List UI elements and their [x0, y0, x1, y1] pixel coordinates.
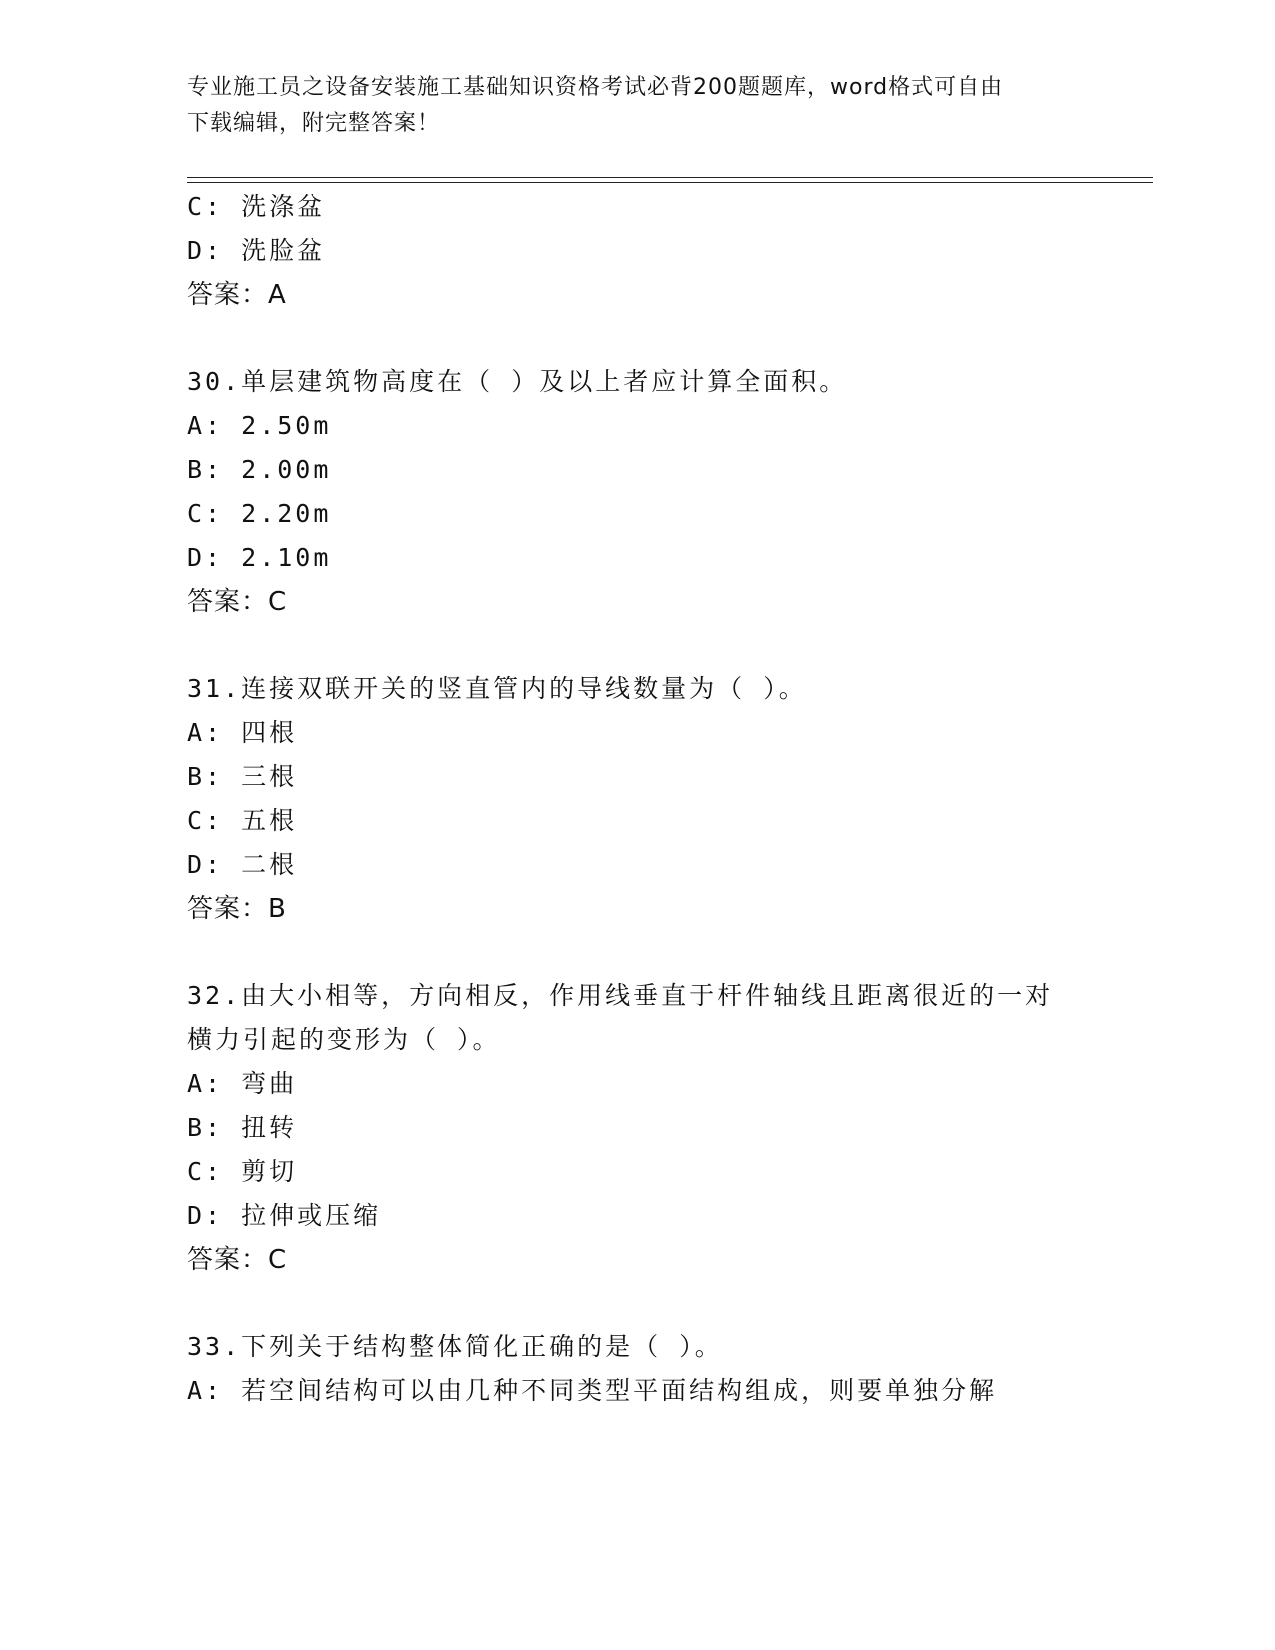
question-33-option-a: A: 若空间结构可以由几种不同类型平面结构组成，则要单独分解	[187, 1376, 998, 1405]
question-31-option-b: B: 三根	[187, 762, 298, 791]
prev-option-d: D: 洗脸盆	[187, 236, 326, 265]
question-32-answer: 答案：C	[187, 1245, 288, 1275]
question-32-option-c: C: 剪切	[187, 1157, 298, 1186]
question-30-option-c: C: 2.20m	[187, 499, 332, 528]
question-32-stem-line-1: 32.由大小相等，方向相反，作用线垂直于杆件轴线且距离很近的一对	[187, 981, 1054, 1010]
question-32-option-b: B: 扭转	[187, 1113, 298, 1142]
question-30-option-a: A: 2.50m	[187, 411, 332, 440]
question-31-option-c: C: 五根	[187, 806, 298, 835]
question-32-option-d: D: 拉伸或压缩	[187, 1201, 382, 1230]
prev-answer: 答案：A	[187, 280, 287, 310]
question-33-stem: 33.下列关于结构整体简化正确的是（ ）。	[187, 1332, 723, 1361]
question-31-answer: 答案：B	[187, 894, 287, 924]
header-divider-top	[187, 177, 1153, 178]
header-line-1: 专业施工员之设备安装施工基础知识资格考试必背200题题库，word格式可自由	[187, 75, 1004, 100]
question-31-option-a: A: 四根	[187, 718, 298, 747]
prev-option-c: C: 洗涤盆	[187, 192, 326, 221]
question-31-stem: 31.连接双联开关的竖直管内的导线数量为（ ）。	[187, 674, 807, 703]
question-32-option-a: A: 弯曲	[187, 1069, 298, 1098]
header-line-2: 下载编辑，附完整答案！	[187, 111, 441, 136]
header-divider-bottom	[187, 182, 1153, 183]
question-30-stem: 30.单层建筑物高度在（ ）及以上者应计算全面积。	[187, 367, 848, 396]
question-30-option-b: B: 2.00m	[187, 455, 332, 484]
question-31-option-d: D: 二根	[187, 850, 298, 879]
question-30-option-d: D: 2.10m	[187, 543, 332, 572]
question-30-answer: 答案：C	[187, 587, 288, 617]
document-header	[187, 70, 1087, 142]
question-32-stem-line-2: 横力引起的变形为（ ）。	[187, 1025, 501, 1054]
